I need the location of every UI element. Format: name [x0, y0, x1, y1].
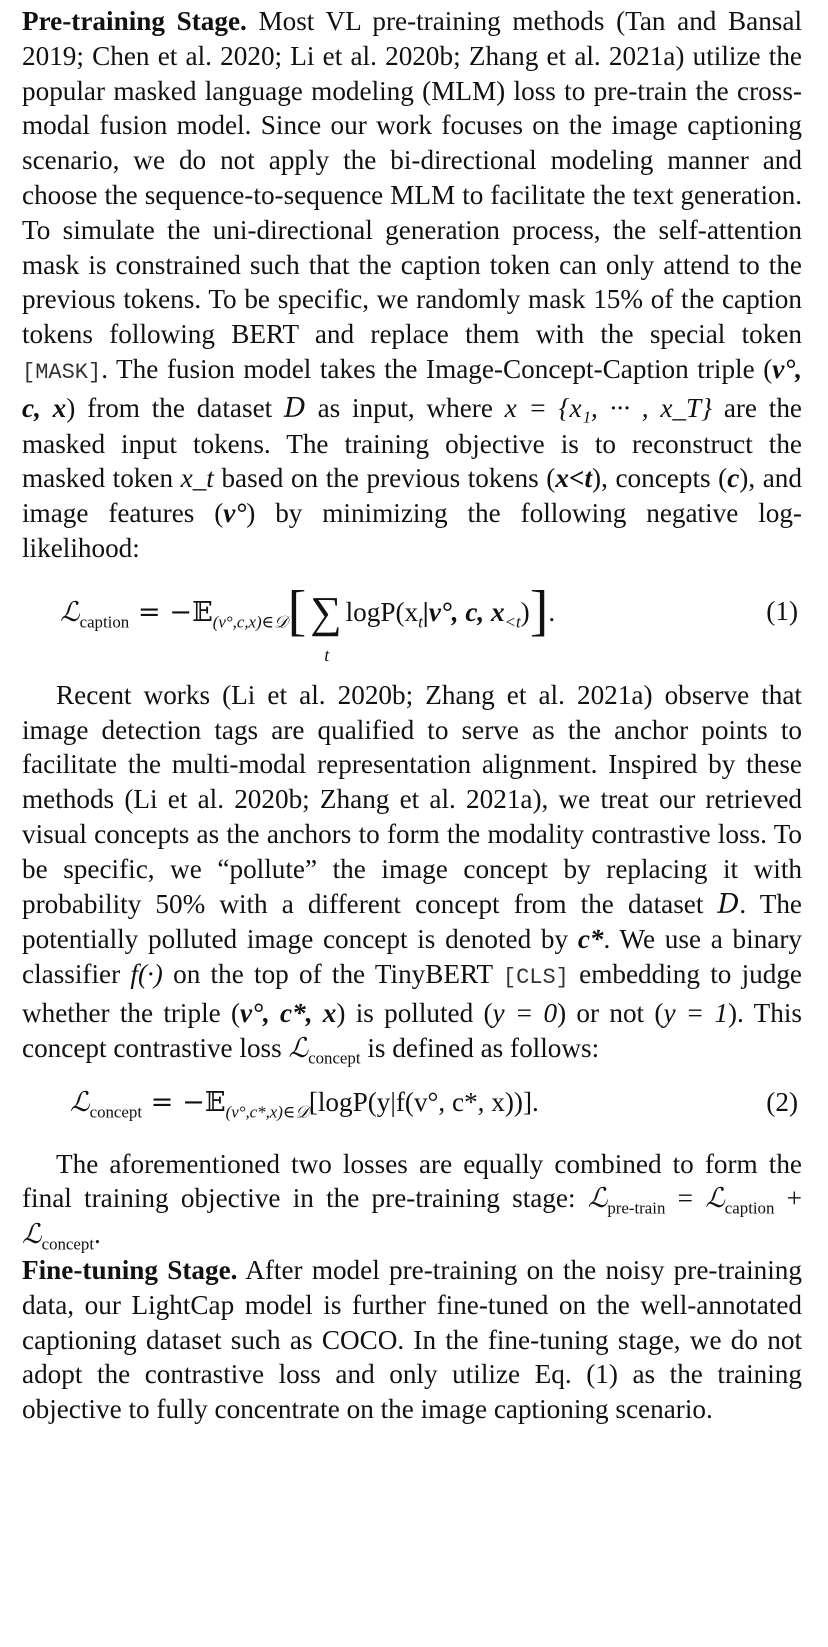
- text-run: ), and image features (: [22, 463, 802, 529]
- text-run: . The fusion model takes the Image-Concept-Caption triple (: [101, 353, 773, 384]
- math-triple: v°, c, x: [22, 353, 802, 423]
- math-l-concept: ℒ: [288, 1032, 309, 1064]
- math-l-concept: ℒ: [22, 1219, 42, 1251]
- text-run: ), concepts (: [592, 463, 728, 494]
- text-run: ) is polluted (: [336, 997, 493, 1028]
- eq1-logp-sub: t: [418, 612, 423, 632]
- text-run: The aforementioned two losses are equally combined to form the final training objective in the pre-training stage:: [22, 1148, 802, 1214]
- math-y0: y = 0: [492, 997, 558, 1028]
- eq1-sum-sub: t: [324, 644, 330, 665]
- text-run: . The potentially polluted image concept is denoted by: [22, 888, 802, 955]
- math-l-caption-sub: caption: [724, 1198, 775, 1218]
- math-classifier: f(·): [130, 959, 163, 990]
- cls-token: [CLS]: [502, 965, 569, 991]
- eq2-lhs-sub: concept: [89, 1101, 143, 1121]
- eq2-expectation-sub: (v°,c*,x)∈𝒟: [225, 1101, 309, 1121]
- eq1-condition: |v°, c, x: [422, 596, 505, 627]
- text-run: ) or not (: [557, 997, 664, 1028]
- paragraph-combined-loss: [22, 1147, 802, 1253]
- math-c: c: [727, 463, 740, 494]
- text-run: Recent works (Li et al. 2020b; Zhang et al. 2021a) observe that image detection tags are qualified to serve as the anchor points to facilitate the multi-modal representation alignment. Inspired by these methods (Li et al. 2020b; Zhang et al. 2021a), we treat our retrieved visual concepts as the anchors to form the modality contrastive loss. To be specific, we “pollute” the image concept by replacing it with probability 50% with a different concept from the dataset: [22, 679, 802, 919]
- equation-1: [22, 572, 802, 668]
- text-run: ). This concept contrastive loss: [22, 997, 802, 1063]
- math-plus: +: [774, 1183, 802, 1214]
- eq1-expectation: = −𝔼: [129, 596, 213, 628]
- paper-page: [22, 4, 802, 1427]
- equation-2-body: [70, 1085, 539, 1121]
- math-x-less-t: x<t: [555, 463, 593, 494]
- mask-token: [MASK]: [22, 359, 102, 385]
- eq1-expectation-sub: (v°,c,x)∈𝒟: [212, 612, 288, 632]
- eq2-trail: .: [532, 1086, 539, 1117]
- math-c-star: c*: [577, 924, 604, 955]
- text-run: . We use a binary classifier: [22, 924, 803, 990]
- math-l-pretrain-sub: pre-train: [607, 1198, 666, 1218]
- text-run: based on the previous tokens (: [213, 463, 556, 494]
- eq1-left-bracket: [: [287, 579, 307, 642]
- eq2-expectation: = −𝔼: [142, 1086, 226, 1118]
- eq1-logp: logP(x: [345, 596, 419, 627]
- text-run: is defined as follows:: [360, 1032, 600, 1063]
- math-triple-polluted: v°, c*, x: [240, 997, 337, 1028]
- text-run: After model pre-training on the noisy pre-training data, our LightCap model is further fine-tuned on the well-annotated captioning dataset such as COCO. In the fine-tuning stage, we do not adopt the contrastive loss and only utilize Eq. (1) as the training objective to fully concentrate on the image captioning scenario.: [22, 1254, 802, 1425]
- eq1-lhs: ℒ: [60, 596, 80, 628]
- text-run: ) from the dataset: [66, 392, 284, 423]
- paragraph-pretraining: [22, 4, 802, 566]
- math-equals: =: [665, 1183, 706, 1214]
- eq1-trail: .: [548, 596, 556, 627]
- eq1-right-bracket: ]: [529, 579, 549, 642]
- text-run: on the top of the TinyBERT: [162, 959, 503, 990]
- section-heading-pretraining: Pre-training Stage.: [22, 6, 247, 36]
- text-run: are the masked input tokens. The training objective is to reconstruct the masked token: [22, 392, 802, 494]
- text-run: ) by minimizing the following negative log-likelihood:: [22, 498, 802, 563]
- math-v: v°: [223, 498, 247, 529]
- equation-1-number: (1): [766, 595, 798, 626]
- text-run: as input, where: [305, 392, 505, 423]
- text-run: embedding to judge whether the triple (: [22, 959, 802, 1028]
- math-l-concept-sub: concept: [308, 1048, 361, 1068]
- math-x-definition: x = {x₁, ··· , x_T}: [504, 392, 713, 423]
- math-y1: y = 1: [663, 997, 728, 1028]
- math-dataset: D: [717, 888, 740, 920]
- math-l-concept-sub: concept: [41, 1234, 95, 1254]
- equation-1-body: [60, 579, 556, 665]
- eq1-close: ): [520, 596, 530, 627]
- eq1-condition-sub: <t: [504, 612, 521, 632]
- section-heading-finetuning: Fine-tuning Stage.: [22, 1254, 238, 1285]
- paragraph-concept-loss: [22, 678, 802, 1067]
- math-dataset: D: [283, 392, 306, 424]
- equation-2: [22, 1071, 802, 1141]
- math-l-caption: ℒ: [705, 1183, 725, 1215]
- eq1-lhs-sub: caption: [79, 612, 130, 632]
- text-run: Most VL pre-training methods (Tan and Bansal 2019; Chen et al. 2020; Li et al. 2020b; Zhang et al. 2021a) utilize the popular masked language modeling (MLM) loss to pre-train the cross-modal fusion model. Since our work focuses on the image captioning scenario, we do not apply the bi-directional modeling manner and choose the sequence-to-sequence MLM to facilitate the text generation. To simulate the uni-directional generation process, the self-attention mask is constrained such that the caption token can only attend to the previous tokens. To be specific, we randomly mask 15% of the caption tokens following BERT and replace them with the special token: [22, 6, 803, 350]
- text-run: .: [94, 1219, 101, 1250]
- math-l-pretrain: ℒ: [587, 1183, 608, 1215]
- eq2-lhs: ℒ: [70, 1086, 90, 1118]
- equation-2-number: (2): [766, 1086, 798, 1117]
- paragraph-finetuning: [22, 1253, 802, 1427]
- math-xt: x_t: [180, 463, 214, 494]
- eq2-logp: [logP(y|f(v°, c*, x))]: [308, 1086, 533, 1117]
- eq1-sum: ∑ t: [310, 596, 341, 631]
